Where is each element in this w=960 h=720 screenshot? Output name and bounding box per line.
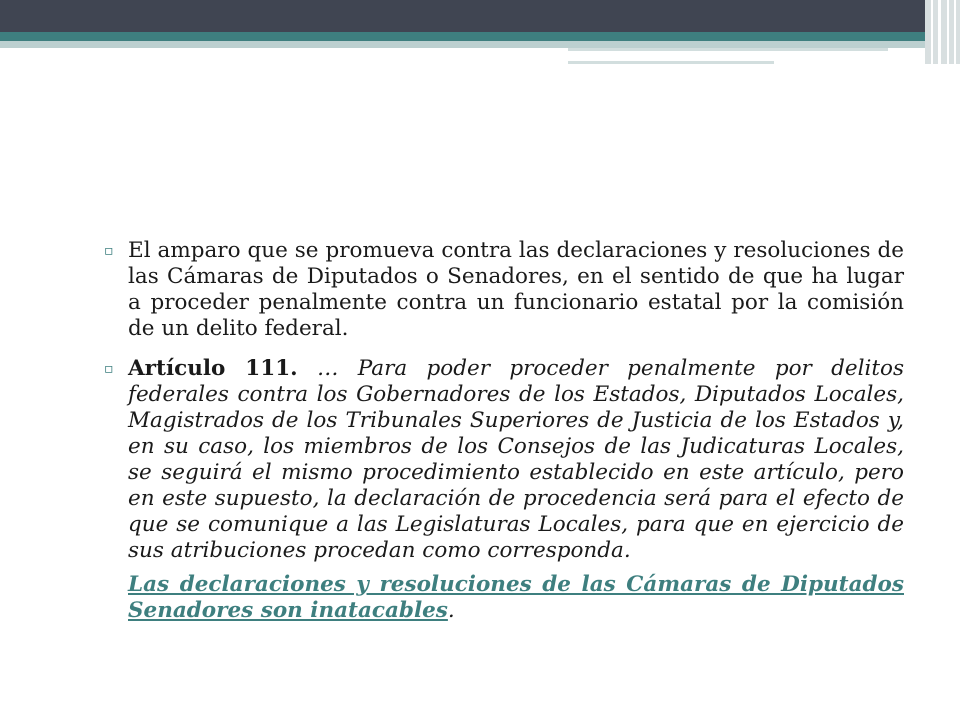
article-text: … Para poder proceder penalmente por delitos federales contra los Gobernadores de los Estados, Diputados Locales, Magistrados de los Tribunales Superiores de Justicia de los Estados y, en su caso, los miembros de los Consejos de las Judicaturas Locales, se seguirá el mismo procedimiento establecido en este artículo, pero en este supuesto, la declaración de procedencia será para el efecto de que se comunique a las Legislaturas Locales, para que en ejercicio de sus atribuciones procedan como corresponda. — [128, 356, 904, 563]
header-dark-band — [0, 0, 960, 32]
article-heading: Artículo 111. — [128, 356, 298, 381]
closing-end: . — [447, 598, 455, 623]
closing-statement — [104, 572, 904, 624]
bullet-marker: ▫ — [104, 243, 114, 259]
header-right-stripes — [925, 0, 960, 64]
bullet-text: El amparo que se promueva contra las declaraciones y resoluciones de las Cámaras de Diputados o Senadores, en el sentido de que ha lugar a proceder penalmente contra un funcionario estatal por la comisión de un delito federal. — [128, 238, 904, 341]
header-accent-line — [568, 48, 888, 51]
slide-body — [104, 238, 904, 624]
header-teal-band — [0, 32, 960, 41]
header-light-band — [0, 41, 960, 48]
header-accent-line-short — [568, 61, 774, 64]
closing-emphasis: Las declaraciones y resoluciones de las Cámaras de Diputados Senadores son inatacables — [128, 572, 904, 623]
bullet-marker: ▫ — [104, 361, 114, 377]
bullet-item-articulo-111 — [104, 356, 904, 564]
bullet-item-amparo — [104, 238, 904, 342]
